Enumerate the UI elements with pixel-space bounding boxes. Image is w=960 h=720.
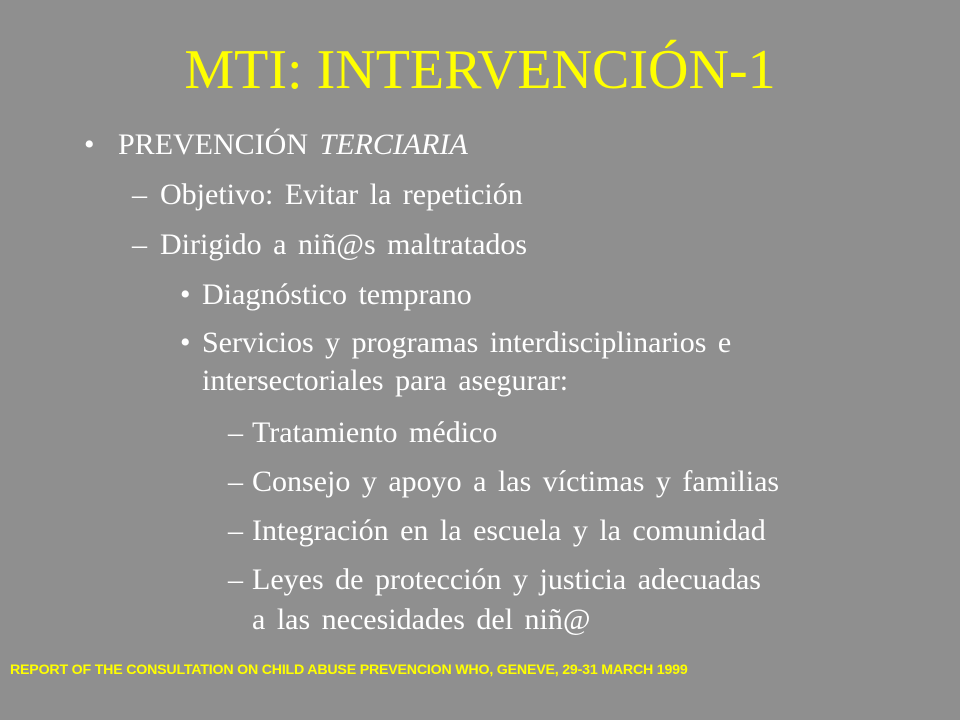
list-item-text: Integración en la escuela y la comunidad [252,514,766,547]
subitem-objetivo [132,178,523,212]
list-item-text: Consejo y apoyo a las víctimas y familias [252,465,780,498]
list-item-tratamiento [228,416,497,450]
subbullet-text: Diagnóstico temprano [202,278,472,311]
list-item-integracion [228,514,766,548]
dash-icon: – [228,416,243,449]
bullet-text-italic: TERCIARIA [319,128,468,161]
subbullet-text-line2: intersectoriales para asegurar: [202,364,569,397]
list-item-text-line1: Leyes de protección y justicia adecuadas [252,563,761,596]
dash-icon: – [228,465,243,498]
subbullet-text-line1: Servicios y programas interdisciplinarios e [202,326,732,359]
bullet-text: PREVENCIÓN [118,128,309,161]
subbullet-diagnostico [180,278,472,312]
list-item-text-line2: a las necesidades del niñ@ [252,603,591,636]
subitem-text: Dirigido a niñ@s maltratados [160,228,528,261]
subbullet-servicios [180,326,731,360]
bullet-item-prevencion [84,128,468,162]
bullet-icon: • [180,326,191,359]
subbullet-servicios-continued [202,364,568,398]
footer-citation: REPORT OF THE CONSULTATION ON CHILD ABUSE PREVENCION WHO, GENEVE, 29-31 MARCH 1999 [10,662,688,678]
subitem-dirigido [132,228,527,262]
list-item-leyes [228,563,761,597]
subitem-text: Objetivo: Evitar la repetición [160,178,523,211]
list-item-leyes-continued [252,603,591,637]
slide-title: MTI: INTERVENCIÓN-1 [184,39,776,101]
dash-icon: – [132,228,147,261]
dash-icon: – [228,563,243,596]
dash-icon: – [132,178,147,211]
bullet-icon: • [180,278,191,311]
list-item-text: Tratamiento médico [252,416,498,449]
bullet-icon: • [84,128,95,161]
list-item-consejo [228,465,779,499]
dash-icon: – [228,514,243,547]
